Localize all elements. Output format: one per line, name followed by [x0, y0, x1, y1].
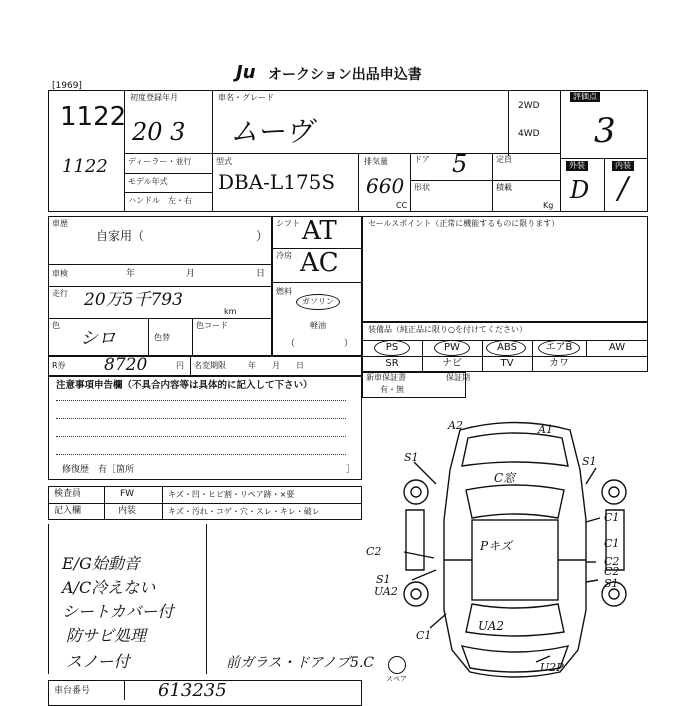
load-label: 積載: [496, 183, 512, 192]
shift-value: AT: [302, 216, 337, 246]
usage-label: 車歴: [52, 219, 68, 228]
dealer-label: ディーラー・並行: [128, 157, 192, 166]
equipment-sr: SR: [385, 358, 399, 369]
equipment-pw: PW: [444, 342, 460, 353]
interior-row-label: 内装: [118, 506, 137, 516]
model-year-label: モデル年式: [128, 177, 168, 186]
handwritten-note-5: スノー付: [66, 652, 130, 671]
equipment-ps: PS: [385, 342, 399, 353]
name-change-label: 名変期限: [194, 361, 226, 370]
color-value: シロ: [80, 328, 116, 349]
first-reg-value: 20 3: [132, 118, 186, 146]
diagram-mark-c-window: C窓: [494, 471, 516, 485]
interior-label: 内装: [612, 161, 634, 171]
km-label: km: [224, 307, 237, 316]
diagram-mark-ua2-rear: UA2: [478, 619, 505, 633]
fw-label: FW: [120, 489, 135, 499]
exterior-value: D: [570, 176, 590, 204]
header-title: オークション出品申込書: [268, 67, 422, 83]
car-number-value: 613235: [158, 680, 227, 701]
handwritten-note-2: A/C冷えない: [62, 578, 156, 597]
cc-label: CC: [396, 201, 408, 210]
equipment-navi: ナビ: [442, 358, 462, 369]
header-logo: Ju: [236, 62, 256, 83]
inspector-label: 検査員: [54, 489, 82, 499]
equipment-abs: ABS: [497, 342, 517, 353]
diagram-mark-p-scratch: Pキズ: [480, 539, 512, 553]
shaken-year-label: 年: [126, 269, 136, 279]
exterior-label: 外装: [566, 161, 588, 171]
bottom-remark: 前ガラス・ドアノブ5.C: [226, 655, 375, 671]
repair-history-label: 修復歴 有［箇所: [62, 465, 135, 475]
diagram-mark-u2p: U2P: [540, 661, 564, 674]
equipment-leather: カワ: [549, 358, 569, 369]
cooling-value: AC: [300, 248, 339, 278]
shape-label: 形状: [414, 183, 430, 192]
doors-value: 5: [452, 150, 468, 178]
sales-point-section: [362, 216, 648, 322]
diagram-mark-a1-front: A1: [538, 423, 553, 436]
model-name-value: ムーヴ: [230, 115, 313, 148]
fuel-label: 燃料: [276, 287, 292, 296]
color-label: 色: [52, 321, 60, 330]
handwritten-note-4: 防サビ処理: [66, 626, 147, 645]
handwritten-note-1: E/G始動音: [62, 554, 140, 573]
notes-label: 注意事項申告欄（不具合内容等は具体的に記入して下さい）: [56, 380, 313, 391]
sales-point-label: セールスポイント（正常に機能するものに限ります）: [368, 219, 560, 228]
cooling-label: 冷房: [276, 251, 292, 260]
diagram-mark-s1-rear-right: S1: [604, 577, 619, 590]
diagram-mark-c2-left: C2: [366, 545, 382, 558]
mileage-label: 走行: [52, 289, 68, 298]
type-value: DBA-L175S: [218, 170, 336, 194]
equipment-label: 装備品（純正品に限り○を付けてください）: [368, 325, 527, 334]
year-code: [1969]: [52, 81, 82, 91]
usage-value: 自家用（: [96, 229, 145, 243]
color-code-label: 色コード: [196, 321, 228, 330]
fuel-gasoline-label: ガソリン: [302, 297, 334, 306]
interior-items: キズ・汚れ・コゲ・穴・スレ・キレ・破レ: [168, 507, 320, 516]
diagram-mark-c1-right-lower: C1: [604, 537, 620, 550]
two-wd-label: 2WD: [518, 101, 540, 111]
displacement-label: 排気量: [364, 157, 388, 166]
first-reg-label: 初度登録年月: [130, 93, 178, 102]
diagram-mark-c2-right-lower: C2: [604, 565, 620, 578]
car-diagram: [390, 410, 640, 686]
spare-circle: [388, 656, 406, 674]
diagram-mark-c1-right: C1: [604, 511, 620, 524]
diagram-mark-c1-rear-left: C1: [416, 629, 432, 642]
shaken-month-label: 月: [186, 269, 196, 279]
recycle-value: 8720: [104, 355, 148, 375]
handwritten-note-3: シートカバー付: [62, 602, 174, 621]
diagram-mark-c2-right: C2: [604, 555, 620, 568]
top-section: [48, 90, 648, 212]
displacement-value: 660: [366, 174, 405, 198]
diagram-mark-s1-rear-left: S1: [376, 573, 391, 586]
shaken-day-label: 日: [256, 269, 266, 279]
mileage-value: 20万5千793: [84, 290, 183, 310]
entry-label: 記入欄: [54, 506, 82, 516]
model-name-label: 車名・グレード: [218, 93, 274, 102]
rating-label: 評価点: [570, 92, 600, 102]
lot-number: 1122: [60, 102, 127, 132]
kg-label: Kg: [543, 201, 554, 210]
diagram-mark-ua2-left: UA2: [374, 585, 398, 598]
equipment-airbag: エアB: [545, 342, 573, 353]
shaken-label: 車検: [52, 269, 68, 278]
interior-value: /: [618, 171, 629, 206]
fw-items: キズ・凹・ヒビ割・リペア跡・×要: [168, 490, 295, 499]
four-wd-label: 4WD: [518, 129, 540, 139]
diagram-mark-a2-front: A2: [448, 419, 463, 432]
warranty-period-label: 保証期: [446, 373, 470, 382]
diagram-mark-s1-front-left: S1: [404, 451, 419, 464]
handwritten-lot-number: 1122: [62, 156, 108, 177]
doors-label: ドア: [414, 155, 430, 164]
diagram-mark-s1-front-right: S1: [582, 455, 597, 468]
rating-value: 3: [594, 111, 616, 151]
color-change-label: 色替: [154, 333, 170, 342]
equipment-aw: AW: [608, 342, 626, 353]
fuel-diesel-label: 軽油: [310, 321, 326, 330]
warranty-yes-no: 有・無: [380, 385, 404, 394]
recycle-label: R券: [52, 361, 66, 370]
capacity-label: 定員: [496, 155, 512, 164]
car-number-label: 車台番号: [54, 686, 91, 696]
warranty-label: 新車保証書: [366, 373, 406, 382]
handle-label: ハンドル 左・右: [128, 196, 192, 205]
spare-label: スペア: [386, 675, 407, 683]
yen-label: 円: [176, 361, 184, 370]
type-label: 型式: [216, 157, 232, 166]
shift-label: シフト: [276, 219, 300, 228]
equipment-tv: TV: [500, 358, 514, 369]
